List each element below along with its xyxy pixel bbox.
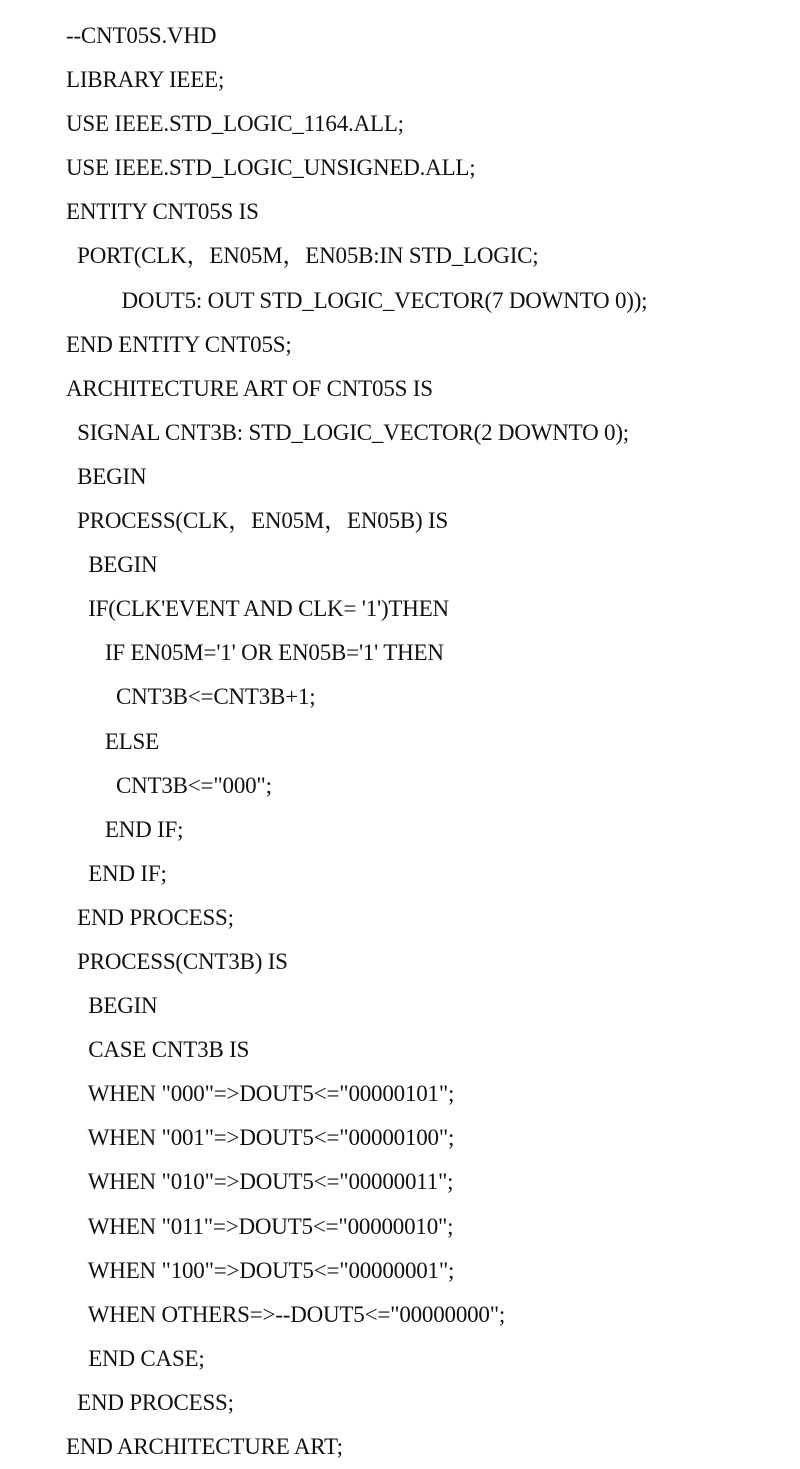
code-line: END IF;: [66, 860, 167, 886]
code-line: CNT3B<="000";: [66, 772, 272, 798]
code-line: USE IEEE.STD_LOGIC_1164.ALL;: [66, 111, 404, 137]
code-line: PROCESS(CLK，EN05M，EN05B) IS: [66, 508, 449, 534]
code-line: PROCESS(CNT3B) IS: [66, 948, 288, 974]
code-line: ELSE: [66, 728, 159, 754]
code-line: WHEN "011"=>DOUT5<="00000010";: [66, 1213, 454, 1239]
code-line: WHEN "000"=>DOUT5<="00000101";: [66, 1081, 455, 1107]
code-line: SIGNAL CNT3B: STD_LOGIC_VECTOR(2 DOWNTO 0);: [66, 419, 630, 445]
code-line: CASE CNT3B IS: [66, 1037, 250, 1063]
code-line: END IF;: [66, 816, 184, 842]
code-line: WHEN OTHERS=>--DOUT5<="00000000";: [66, 1301, 506, 1327]
vhdl-code-listing: [66, 14, 800, 1469]
code-line: PORT(CLK，EN05M，EN05B:IN STD_LOGIC;: [66, 243, 539, 269]
code-line: WHEN "100"=>DOUT5<="00000001";: [66, 1257, 455, 1283]
code-line: LIBRARY IEEE;: [66, 67, 225, 93]
code-line: CNT3B<=CNT3B+1;: [66, 684, 316, 710]
code-line: BEGIN: [66, 993, 158, 1019]
code-line: BEGIN: [66, 463, 147, 489]
code-line: WHEN "010"=>DOUT5<="00000011";: [66, 1169, 454, 1195]
code-line: USE IEEE.STD_LOGIC_UNSIGNED.ALL;: [66, 155, 476, 181]
code-line: BEGIN: [66, 552, 158, 578]
code-line: END PROCESS;: [66, 904, 234, 930]
code-line: ARCHITECTURE ART OF CNT05S IS: [66, 375, 433, 401]
code-line: IF(CLK'EVENT AND CLK= '1')THEN: [66, 596, 449, 622]
code-line: END ENTITY CNT05S;: [66, 331, 292, 357]
code-line: END ARCHITECTURE ART;: [66, 1434, 343, 1459]
code-line: DOUT5: OUT STD_LOGIC_VECTOR(7 DOWNTO 0));: [66, 287, 648, 313]
code-line: IF EN05M='1' OR EN05B='1' THEN: [66, 640, 444, 666]
code-line: END CASE;: [66, 1345, 205, 1371]
code-line: WHEN "001"=>DOUT5<="00000100";: [66, 1125, 455, 1151]
code-line: ENTITY CNT05S IS: [66, 199, 259, 225]
code-line: END PROCESS;: [66, 1389, 234, 1415]
code-line: --CNT05S.VHD: [66, 23, 217, 48]
